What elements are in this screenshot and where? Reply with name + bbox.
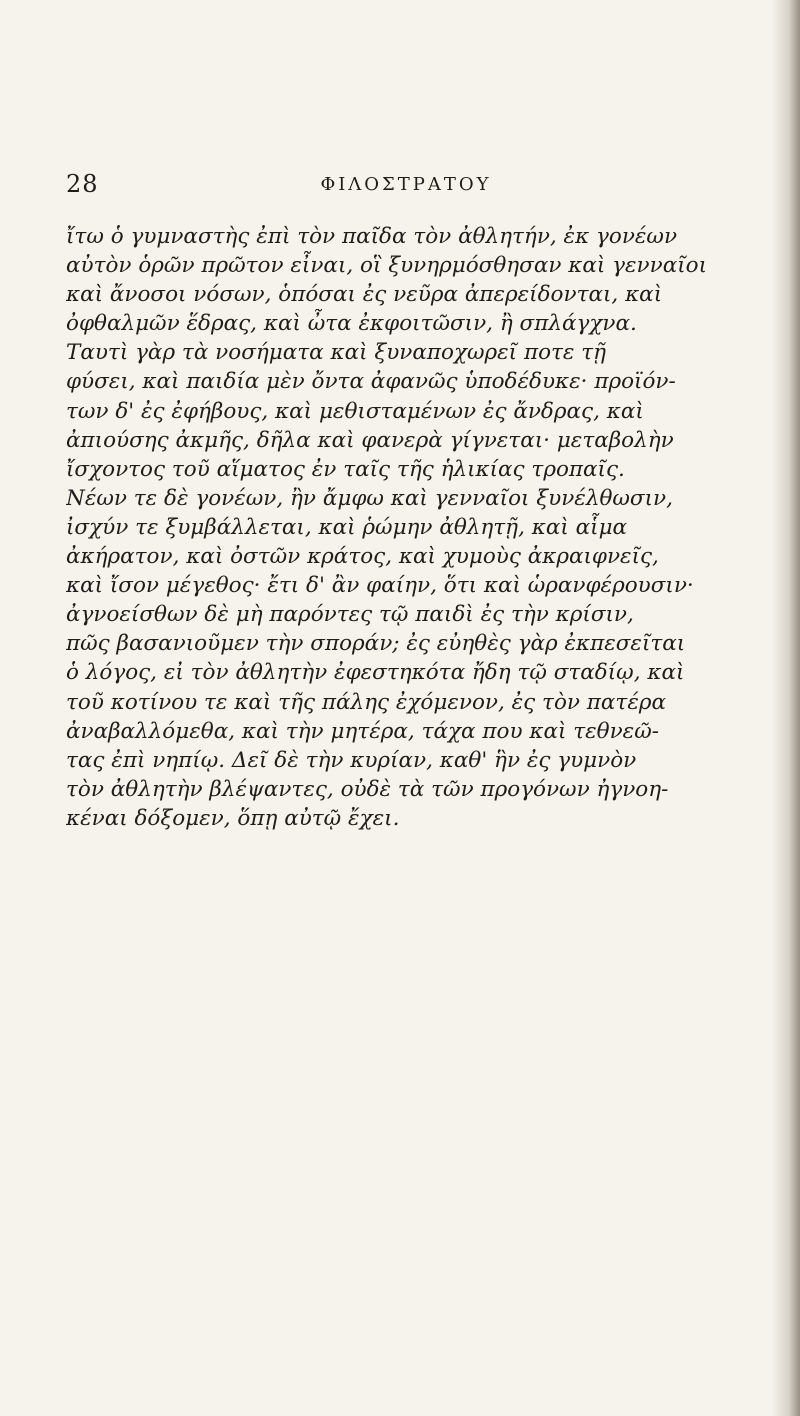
- text-line: κέναι δόξομεν, ὅπῃ αὐτῷ ἔχει.: [66, 805, 400, 831]
- text-line: ἀκήρατον, καὶ ὀστῶν κράτος, καὶ χυμοὺς ἀκραιφνεῖς,: [66, 544, 659, 570]
- text-line: καὶ ἴσον μέγεθος· ἔτι δ' ἂν φαίην, ὅτι καὶ ὡρανφέρουσιν·: [66, 573, 694, 599]
- page-number: 28: [66, 170, 99, 198]
- page-header: [66, 170, 716, 200]
- text-line: ἀγνοείσθων δὲ μὴ παρόντες τῷ παιδὶ ἐς τὴν κρίσιν,: [66, 602, 634, 628]
- text-line: φύσει, καὶ παιδία μὲν ὄντα ἀφανῶς ὑποδέδυκε· προϊόν-: [66, 369, 676, 395]
- text-line: των δ' ἐς ἐφήβους, καὶ μεθισταμένων ἐς ἄνδρας, καὶ: [66, 398, 644, 424]
- text-line: τας ἐπὶ νηπίῳ. Δεῖ δὲ τὴν κυρίαν, καθ' ἣν ἐς γυμνὸν: [66, 747, 637, 773]
- text-line: ὁ λόγος, εἰ τὸν ἀθλητὴν ἐφεστηκότα ἤδη τῷ σταδίῳ, καὶ: [66, 660, 685, 686]
- text-line: ἀναβαλλόμεθα, καὶ τὴν μητέρα, τάχα που καὶ τεθνεῶ-: [66, 718, 660, 744]
- text-line: καὶ ἄνοσοι νόσων, ὁπόσαι ἐς νεῦρα ἀπερείδονται, καὶ: [66, 282, 663, 308]
- text-line: ὀφθαλμῶν ἕδρας, καὶ ὦτα ἐκφοιτῶσιν, ἢ σπλάγχνα.: [66, 311, 637, 337]
- text-line: ἴσχοντος τοῦ αἵματος ἐν ταῖς τῆς ἡλικίας τροπαῖς.: [66, 456, 625, 482]
- running-head: ΦΙΛΟΣΤΡΑΤΟΥ: [320, 174, 492, 195]
- text-line: τοῦ κοτίνου τε καὶ τῆς πάλης ἐχόμενον, ἐς τὸν πατέρα: [66, 689, 667, 715]
- text-line: αὐτὸν ὁρῶν πρῶτον εἶναι, οἳ ξυνηρμόσθησαν καὶ γενναῖοι: [66, 253, 708, 279]
- text-line: Ταυτὶ γὰρ τὰ νοσήματα καὶ ξυναποχωρεῖ ποτε τῇ: [66, 340, 607, 366]
- text-line: τὸν ἀθλητὴν βλέψαντες, οὐδὲ τὰ τῶν προγόνων ἠγνοη-: [66, 776, 669, 802]
- text-line: πῶς βασανιοῦμεν τὴν σποράν; ἐς εὐηθὲς γὰρ ἐκπεσεῖται: [66, 631, 686, 657]
- text-line: Νέων τε δὲ γονέων, ἢν ἄμφω καὶ γενναῖοι ξυνέλθωσιν,: [66, 485, 673, 511]
- page-edge-shadow: [772, 0, 800, 1416]
- text-line: ἴτω ὁ γυμναστὴς ἐπὶ τὸν παῖδα τὸν ἀθλητήν, ἐκ γονέων: [66, 224, 678, 249]
- text-line: ἀπιούσης ἀκμῆς, δῆλα καὶ φανερὰ γίγνεται· μεταβολὴν: [66, 427, 674, 453]
- text-line: ἰσχύν τε ξυμβάλλεται, καὶ ῥώμην ἀθλητῇ, καὶ αἷμα: [66, 514, 628, 540]
- body-text: [66, 222, 716, 833]
